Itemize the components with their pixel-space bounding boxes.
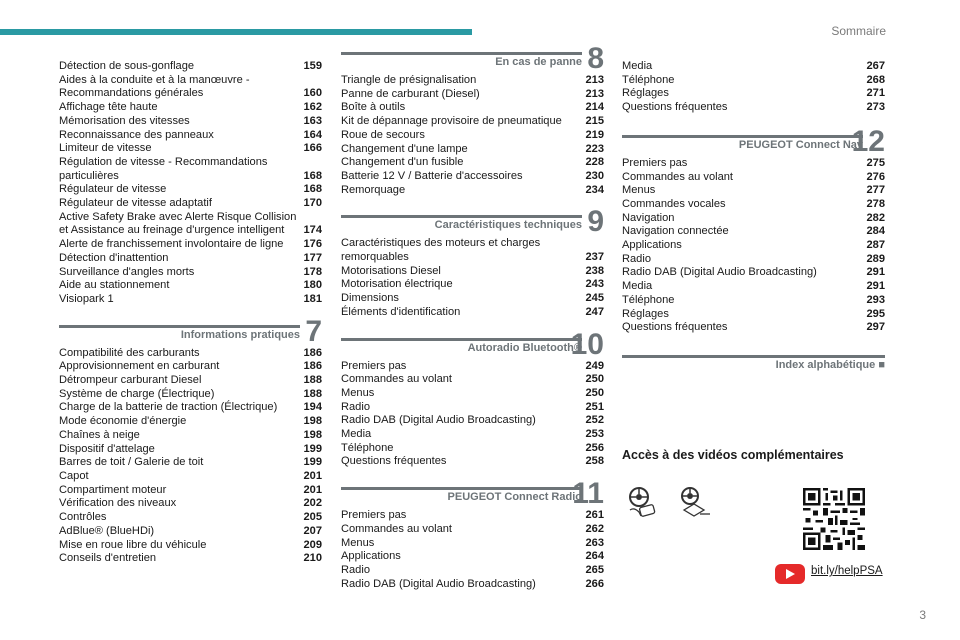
toc-entry[interactable] xyxy=(59,156,322,183)
toc-entry-title: Media xyxy=(341,428,372,441)
toc-entry-title: Changement d'un fusible xyxy=(341,156,464,169)
toc-entry[interactable] xyxy=(622,198,885,212)
toc-entry[interactable] xyxy=(59,252,322,266)
toc-entry[interactable] xyxy=(622,294,885,308)
toc-entry[interactable] xyxy=(341,184,604,198)
section-number: 12 xyxy=(851,124,885,158)
toc-section xyxy=(341,477,604,591)
toc-entry[interactable] xyxy=(59,497,322,511)
toc-entry-page: 295 xyxy=(866,307,885,320)
toc-entry-title: Téléphone xyxy=(622,293,675,306)
toc-section xyxy=(341,327,604,470)
toc-entry-page: 209 xyxy=(303,538,322,551)
toc-entry-page: 249 xyxy=(585,359,604,372)
toc-entry-title: Téléphone xyxy=(622,73,675,86)
toc-entry[interactable] xyxy=(622,280,885,294)
toc-entry-page: 214 xyxy=(585,101,604,114)
toc-entry[interactable] xyxy=(622,225,885,239)
toc-entry[interactable] xyxy=(59,101,322,115)
toc-entry-page: 277 xyxy=(866,184,885,197)
toc-entry-title: Remorquage xyxy=(341,183,406,196)
toc-entry[interactable] xyxy=(59,470,322,484)
toc-section xyxy=(341,42,604,197)
toc-entry-title: Applications xyxy=(622,239,682,252)
toc-entry[interactable] xyxy=(341,414,604,428)
toc-entry-page: 293 xyxy=(866,293,885,306)
toc-entry-title: Détection d'inattention xyxy=(59,251,169,264)
section-title: Informations pratiques xyxy=(180,328,300,341)
toc-entry-title: Éléments d'identification xyxy=(341,305,461,318)
toc-entry-title: Réglages xyxy=(622,307,669,320)
toc-entry-title: Téléphone xyxy=(341,441,394,454)
toc-entry-page: 164 xyxy=(303,128,322,141)
toc-entry-page: 215 xyxy=(585,115,604,128)
section-header[interactable] xyxy=(622,124,885,158)
toc-entry-page: 198 xyxy=(303,428,322,441)
videos-title: Accès à des vidéos complémentaires xyxy=(622,448,844,462)
toc-entry-title: Motorisations Diesel xyxy=(341,264,441,277)
section-peugeot-connect-nav xyxy=(622,124,885,335)
section-title: Autoradio Bluetooth® xyxy=(467,341,582,354)
toc-entry-page: 186 xyxy=(303,346,322,359)
toc-entry-title: Radio xyxy=(341,400,370,413)
toc-entry[interactable] xyxy=(622,101,885,115)
toc-entry-title: Media xyxy=(622,60,653,72)
toc-entry[interactable] xyxy=(622,239,885,253)
toc-entry-title: Aides à la conduite et à la manœuvre - Recommandations générales xyxy=(59,73,250,100)
toc-entry-page: 250 xyxy=(585,373,604,386)
toc-entry[interactable] xyxy=(59,129,322,143)
toc-entry-title: Alerte de franchissement involontaire de ligne xyxy=(59,238,284,251)
toc-entry-page: 207 xyxy=(303,524,322,537)
toc-entry[interactable] xyxy=(59,374,322,388)
toc-entry[interactable] xyxy=(59,539,322,553)
toc-entry-page: 178 xyxy=(303,265,322,278)
toc-entry[interactable] xyxy=(341,278,604,292)
toc-entry-page: 247 xyxy=(585,305,604,318)
toc-entry-title: Détrompeur carburant Diesel xyxy=(59,374,202,387)
toc-entry-title: Charge de la batterie de traction (Électrique) xyxy=(59,401,278,414)
toc-entry-title: Système de charge (Électrique) xyxy=(59,387,215,400)
toc-entry[interactable] xyxy=(59,74,322,101)
toc-entry-page: 168 xyxy=(303,183,322,196)
toc-entry-title: Aide au stationnement xyxy=(59,279,170,292)
toc-entry[interactable] xyxy=(59,456,322,470)
section-header[interactable] xyxy=(341,327,604,361)
toc-entry-page: 268 xyxy=(866,73,885,86)
toc-entry[interactable] xyxy=(622,253,885,267)
toc-entry[interactable] xyxy=(341,360,604,374)
toc-entry-page: 210 xyxy=(303,552,322,565)
toc-entry-title: Questions fréquentes xyxy=(622,321,728,334)
toc-entry[interactable] xyxy=(341,292,604,306)
toc-entry-title: Radio xyxy=(622,252,651,265)
toc-entry-page: 267 xyxy=(866,60,885,72)
toc-entry-page: 287 xyxy=(866,239,885,252)
toc-entry-title: Approvisionnement en carburant xyxy=(59,360,220,373)
section-index[interactable] xyxy=(622,349,885,377)
toc-entry-title: Dimensions xyxy=(341,292,399,305)
toc-entry[interactable] xyxy=(622,87,885,101)
toc-entry[interactable] xyxy=(341,564,604,578)
toc-entry-page: 186 xyxy=(303,360,322,373)
toc-entry[interactable] xyxy=(59,115,322,129)
toc-column-2 xyxy=(341,42,604,591)
index-marker: ■ xyxy=(878,358,885,371)
section-rule xyxy=(341,52,582,55)
toc-entry-title: Premiers pas xyxy=(341,509,407,522)
toc-entry-title: Affichage tête haute xyxy=(59,101,158,114)
toc-entry-title: Radio DAB (Digital Audio Broadcasting) xyxy=(622,266,817,279)
toc-entry-title: Compatibilité des carburants xyxy=(59,346,200,359)
toc-entry-page: 198 xyxy=(303,415,322,428)
toc-entry-page: 276 xyxy=(866,170,885,183)
toc-entry[interactable] xyxy=(341,115,604,129)
toc-entry-page: 266 xyxy=(585,577,604,590)
toc-entry-page: 166 xyxy=(303,142,322,155)
header-title[interactable]: Sommaire xyxy=(831,24,886,38)
toc-entry-title: Régulateur de vitesse xyxy=(59,183,167,196)
toc-entry[interactable] xyxy=(59,525,322,539)
toc-entry-title: Chaînes à neige xyxy=(59,428,140,441)
toc-entry-page: 188 xyxy=(303,374,322,387)
toc-entry[interactable] xyxy=(59,388,322,402)
section-title: Caractéristiques techniques xyxy=(434,219,582,232)
toc-entry-title: Caractéristiques des moteurs et charges remorquables xyxy=(341,237,541,264)
section-title: PEUGEOT Connect Radio xyxy=(447,491,582,504)
wheel-phone-icon xyxy=(626,486,660,520)
section-rule xyxy=(59,325,300,328)
toc-entry-title: Régulateur de vitesse adaptatif xyxy=(59,197,212,210)
toc-entry-page: 284 xyxy=(866,225,885,238)
toc-entry-title: Boîte à outils xyxy=(341,101,406,114)
toc-entry-page: 250 xyxy=(585,386,604,399)
qr-code-icon[interactable] xyxy=(803,488,865,550)
toc-entry-page: 263 xyxy=(585,536,604,549)
toc-entry[interactable] xyxy=(341,306,604,320)
toc-entry-title: Capot xyxy=(59,469,89,482)
toc-entry[interactable] xyxy=(59,293,322,307)
toc-entry[interactable] xyxy=(59,279,322,293)
section-rule xyxy=(341,487,582,490)
toc-entry[interactable] xyxy=(622,157,885,171)
page-number: 3 xyxy=(919,608,926,622)
section-title: En cas de panne xyxy=(495,56,582,68)
toc-entry-title: Visiopark 1 xyxy=(59,292,114,305)
toc-entry-page: 237 xyxy=(585,251,604,264)
section-title: PEUGEOT Connect Nav xyxy=(738,138,863,151)
toc-entry[interactable] xyxy=(341,509,604,523)
toc-entry-title: Navigation xyxy=(622,211,675,224)
toc-entry-page: 205 xyxy=(303,511,322,524)
toc-entry-page: 273 xyxy=(866,101,885,114)
toc-entry-page: 181 xyxy=(303,292,322,305)
toc-entry[interactable] xyxy=(622,60,885,74)
toc-entry[interactable] xyxy=(59,266,322,280)
toc-entry-page: 213 xyxy=(585,87,604,100)
section-informations-pratiques xyxy=(59,314,322,566)
toc-entry[interactable] xyxy=(59,429,322,443)
toc-entry-title: Radio DAB (Digital Audio Broadcasting) xyxy=(341,577,536,590)
toc-entry[interactable] xyxy=(341,170,604,184)
toc-entry-page: 258 xyxy=(585,455,604,468)
section-number: 10 xyxy=(570,327,604,361)
toc-entry-title: Motorisation électrique xyxy=(341,278,453,291)
toc-entry[interactable] xyxy=(622,266,885,280)
toc-entry-title: Roue de secours xyxy=(341,128,425,141)
toc-entry-title: Questions fréquentes xyxy=(341,455,447,468)
toc-entry-page: 245 xyxy=(585,292,604,305)
toc-entry-page: 201 xyxy=(303,469,322,482)
toc-entry[interactable] xyxy=(341,156,604,170)
toc-column-1 xyxy=(59,60,322,566)
toc-entry-page: 223 xyxy=(585,142,604,155)
toc-entry-page: 163 xyxy=(303,114,322,127)
toc-entry-title: Questions fréquentes xyxy=(622,101,728,114)
toc-entry-title: AdBlue® (BlueHDi) xyxy=(59,524,155,537)
toc-entry-page: 160 xyxy=(303,87,322,100)
toc-entry-title: Commandes vocales xyxy=(622,197,726,210)
toc-entry[interactable] xyxy=(341,537,604,551)
section-rule xyxy=(341,338,582,341)
toc-entry-page: 243 xyxy=(585,278,604,291)
toc-entry-page: 278 xyxy=(866,197,885,210)
toc-entry-title: Navigation connectée xyxy=(622,225,729,238)
toc-entry-title: Mémorisation des vitesses xyxy=(59,114,190,127)
toc-entry[interactable] xyxy=(59,360,322,374)
toc-entry[interactable] xyxy=(341,129,604,143)
section-number: 7 xyxy=(305,314,322,348)
toc-entry[interactable] xyxy=(59,401,322,415)
section-header[interactable] xyxy=(341,477,604,511)
toc-entry-title: Commandes au volant xyxy=(341,373,452,386)
toc-entry-title: Surveillance d'angles morts xyxy=(59,265,195,278)
toc-entry-page: 297 xyxy=(866,321,885,334)
toc-entry-title: Changement d'une lampe xyxy=(341,142,468,155)
toc-entry[interactable] xyxy=(59,415,322,429)
toc-entry[interactable] xyxy=(341,373,604,387)
section-rule xyxy=(341,215,582,218)
toc-entry-title: Reconnaissance des panneaux xyxy=(59,128,214,141)
toc-entry[interactable] xyxy=(59,443,322,457)
toc-entry[interactable] xyxy=(59,347,322,361)
header-accent-bar xyxy=(0,29,472,35)
toc-entry-title: Radio xyxy=(341,563,370,576)
toc-entry-page: 219 xyxy=(585,128,604,141)
toc-entry-page: 234 xyxy=(585,183,604,196)
toc-entry-title: Commandes au volant xyxy=(622,170,733,183)
toc-entry[interactable] xyxy=(59,197,322,211)
toc-entry-title: Media xyxy=(622,280,653,293)
toc-entry-title: Vérification des niveaux xyxy=(59,497,177,510)
toc-entry[interactable] xyxy=(341,143,604,157)
section-number: 11 xyxy=(572,477,604,511)
section-header[interactable] xyxy=(341,205,604,239)
toc-entry-page: 202 xyxy=(303,497,322,510)
toc-entry-page: 230 xyxy=(585,169,604,182)
toc-entry-title: Barres de toit / Galerie de toit xyxy=(59,456,204,469)
toc-entry-title: Menus xyxy=(341,536,375,549)
section-header[interactable] xyxy=(59,314,322,348)
toc-entry-page: 261 xyxy=(585,509,604,522)
toc-entry[interactable] xyxy=(341,578,604,592)
toc-entry-title: Dispositif d'attelage xyxy=(59,442,155,455)
toc-entry-title: Triangle de présignalisation xyxy=(341,74,477,86)
toc-entry[interactable] xyxy=(341,387,604,401)
toc-entry[interactable] xyxy=(341,101,604,115)
toc-entry-title: Compartiment moteur xyxy=(59,483,167,496)
toc-entry-title: Applications xyxy=(341,550,401,563)
toc-entry[interactable] xyxy=(59,60,322,74)
section-rule xyxy=(622,135,863,138)
toc-entry[interactable] xyxy=(341,523,604,537)
toc-entry-page: 159 xyxy=(303,60,322,72)
toc-entry-page: 177 xyxy=(303,251,322,264)
toc-column-3 xyxy=(622,60,885,377)
toc-entry[interactable] xyxy=(622,74,885,88)
toc-entry-page: 228 xyxy=(585,156,604,169)
toc-entry-page: 188 xyxy=(303,387,322,400)
toc-entry-title: Mode économie d'énergie xyxy=(59,415,187,428)
toc-entry-title: Active Safety Brake avec Alerte Risque Collision et Assistance au freinage d'urgence intelligent xyxy=(59,210,297,237)
toc-entry-title: Limiteur de vitesse xyxy=(59,142,152,155)
section-number: 9 xyxy=(587,205,604,239)
toc-entry[interactable] xyxy=(59,552,322,566)
toc-entry-title: Kit de dépannage provisoire de pneumatique xyxy=(341,115,562,128)
toc-entry[interactable] xyxy=(59,183,322,197)
toc-entry[interactable] xyxy=(622,212,885,226)
toc-entry-title: Mise en roue libre du véhicule xyxy=(59,538,207,551)
toc-entry[interactable] xyxy=(59,484,322,498)
index-title-wrap xyxy=(776,359,885,371)
toc-entry[interactable] xyxy=(341,237,604,264)
toc-entry[interactable] xyxy=(341,401,604,415)
toc-entry-page: 238 xyxy=(585,264,604,277)
toc-entry-page: 199 xyxy=(303,442,322,455)
toc-entry[interactable] xyxy=(59,142,322,156)
toc-entry-title: Radio DAB (Digital Audio Broadcasting) xyxy=(341,414,536,427)
toc-entry-page: 291 xyxy=(866,280,885,293)
toc-entry-title: Contrôles xyxy=(59,511,107,524)
section-header[interactable] xyxy=(341,42,604,75)
index-header[interactable] xyxy=(622,349,885,377)
toc-entry[interactable] xyxy=(341,550,604,564)
wheel-hand-icon xyxy=(678,486,714,520)
toc-entry-title: Régulation de vitesse - Recommandations particulières xyxy=(59,155,268,182)
toc-entry-page: 271 xyxy=(866,87,885,100)
toc-entry-page: 199 xyxy=(303,456,322,469)
section-rule xyxy=(622,355,885,358)
youtube-link[interactable]: bit.ly/helpPSA xyxy=(811,565,883,577)
toc-entry-title: Batterie 12 V / Batterie d'accessoires xyxy=(341,169,523,182)
toc-entry[interactable] xyxy=(341,265,604,279)
toc-entry[interactable] xyxy=(341,88,604,102)
section-number: 8 xyxy=(587,42,604,75)
toc-entry-title: Commandes au volant xyxy=(341,522,452,535)
toc-entry-title: Menus xyxy=(341,386,375,399)
toc-entry-title: Conseils d'entretien xyxy=(59,552,157,565)
toc-entry[interactable] xyxy=(341,428,604,442)
toc-entry-title: Réglages xyxy=(622,87,669,100)
toc-entry[interactable] xyxy=(341,442,604,456)
toc-entry-page: 275 xyxy=(866,156,885,169)
toc-entry-page: 213 xyxy=(585,74,604,86)
toc-entry-page: 194 xyxy=(303,401,322,414)
toc-entry-page: 289 xyxy=(866,252,885,265)
toc-section xyxy=(341,205,604,319)
toc-entry-page: 282 xyxy=(866,211,885,224)
toc-entry[interactable] xyxy=(622,184,885,198)
toc-entry[interactable] xyxy=(341,455,604,469)
toc-entry-page: 170 xyxy=(303,197,322,210)
toc-entry-page: 253 xyxy=(585,428,604,441)
toc-entry-page: 168 xyxy=(303,169,322,182)
toc-entry-page: 265 xyxy=(585,563,604,576)
youtube-icon[interactable] xyxy=(775,564,805,584)
toc-entry-page: 252 xyxy=(585,414,604,427)
toc-entry-title: Premiers pas xyxy=(341,359,407,372)
toc-entry[interactable] xyxy=(59,511,322,525)
toc-entry-page: 201 xyxy=(303,483,322,496)
toc-entry-page: 176 xyxy=(303,238,322,251)
toc-entry-title: Détection de sous-gonflage xyxy=(59,60,195,72)
toc-entry-page: 256 xyxy=(585,441,604,454)
toc-entry-page: 174 xyxy=(303,224,322,237)
toc-entry[interactable] xyxy=(341,74,604,88)
toc-entry-page: 162 xyxy=(303,101,322,114)
toc-entry[interactable] xyxy=(622,171,885,185)
toc-entry-page: 291 xyxy=(866,266,885,279)
toc-entry-title: Menus xyxy=(622,184,656,197)
toc-entry[interactable] xyxy=(59,238,322,252)
toc-entry-title: Premiers pas xyxy=(622,156,688,169)
toc-entry[interactable] xyxy=(59,211,322,238)
index-title: Index alphabétique xyxy=(775,358,876,371)
toc-entry[interactable] xyxy=(622,321,885,335)
toc-entry-page: 262 xyxy=(585,522,604,535)
toc-entry-page: 180 xyxy=(303,279,322,292)
toc-entry-page: 251 xyxy=(585,400,604,413)
toc-entry[interactable] xyxy=(622,308,885,322)
toc-entry-title: Panne de carburant (Diesel) xyxy=(341,87,480,100)
toc-entry-page: 264 xyxy=(585,550,604,563)
